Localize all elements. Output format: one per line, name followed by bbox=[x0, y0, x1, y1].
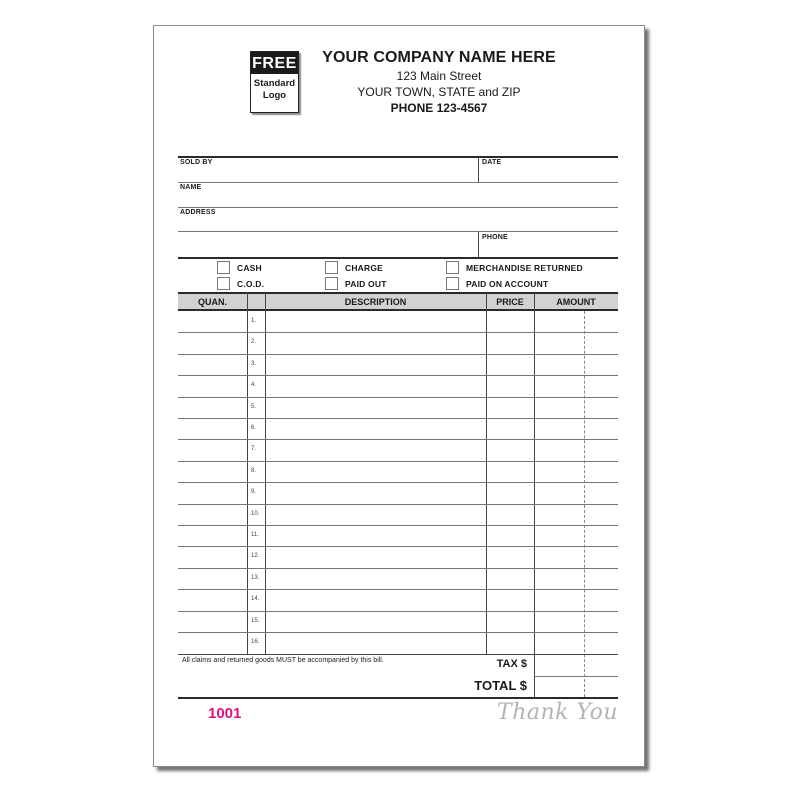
divider bbox=[178, 654, 618, 655]
table-row-divider bbox=[178, 525, 618, 526]
checkbox-paid-on-account[interactable] bbox=[446, 277, 548, 290]
company-name: YOUR COMPANY NAME HERE bbox=[322, 49, 556, 66]
checkbox-label: C.O.D. bbox=[237, 278, 265, 289]
row-number: 3. bbox=[251, 360, 257, 367]
table-row-divider bbox=[178, 332, 618, 333]
checkbox-icon[interactable] bbox=[325, 261, 338, 274]
divider bbox=[478, 157, 479, 182]
column-price: PRICE bbox=[496, 297, 524, 307]
row-number: 10. bbox=[251, 510, 260, 517]
column-divider bbox=[265, 292, 266, 654]
form-number: 1001 bbox=[208, 705, 242, 722]
column-amount: AMOUNT bbox=[556, 297, 596, 307]
row-number: 14. bbox=[251, 596, 260, 603]
logo-free-label: FREE bbox=[251, 52, 298, 74]
column-quantity: QUAN. bbox=[198, 297, 227, 307]
logo-text bbox=[251, 74, 298, 102]
column-divider bbox=[486, 292, 487, 654]
table-row-divider bbox=[178, 589, 618, 590]
row-number: 2. bbox=[251, 339, 257, 346]
row-number: 15. bbox=[251, 617, 260, 624]
sales-slip-form bbox=[153, 25, 645, 767]
divider bbox=[478, 232, 479, 257]
table-row-divider bbox=[178, 546, 618, 547]
sold-by-field[interactable]: SOLD BY bbox=[180, 159, 213, 166]
row-number: 8. bbox=[251, 467, 257, 474]
row-number: 12. bbox=[251, 553, 260, 560]
checkbox-merchandise-returned[interactable] bbox=[446, 261, 583, 274]
divider bbox=[534, 676, 618, 677]
table-row-divider bbox=[178, 354, 618, 355]
company-street: 123 Main Street bbox=[396, 69, 482, 83]
divider bbox=[178, 182, 618, 183]
row-number: 4. bbox=[251, 382, 257, 389]
checkbox-label: PAID OUT bbox=[345, 278, 387, 289]
row-number: 6. bbox=[251, 425, 257, 431]
table-row-divider bbox=[178, 375, 618, 376]
divider bbox=[178, 257, 618, 259]
checkbox-icon[interactable] bbox=[217, 277, 230, 290]
name-field[interactable]: NAME bbox=[180, 184, 202, 191]
thank-you-text: Thank You bbox=[497, 700, 618, 725]
table-row-divider bbox=[178, 482, 618, 483]
table-row-divider bbox=[178, 439, 618, 440]
row-number: 9. bbox=[251, 489, 257, 496]
row-number: 13. bbox=[251, 574, 260, 581]
column-divider bbox=[534, 292, 535, 697]
checkbox-icon[interactable] bbox=[446, 277, 459, 290]
checkbox-label: CHARGE bbox=[345, 262, 384, 273]
checkbox-charge[interactable] bbox=[325, 261, 383, 274]
checkbox-label: CASH bbox=[237, 262, 262, 273]
checkbox-cod[interactable] bbox=[217, 277, 264, 290]
row-number: 1. bbox=[251, 318, 257, 324]
checkbox-label: MERCHANDISE RETURNED bbox=[466, 262, 583, 273]
address-field[interactable]: ADDRESS bbox=[180, 209, 216, 216]
column-divider bbox=[247, 292, 248, 654]
company-city: YOUR TOWN, STATE and ZIP bbox=[357, 85, 521, 99]
row-number: 7. bbox=[251, 446, 257, 453]
total-label: TOTAL $ bbox=[474, 678, 527, 693]
checkbox-cash[interactable] bbox=[217, 261, 262, 274]
table-row-divider bbox=[178, 568, 618, 569]
logo-line-2: Logo bbox=[262, 90, 287, 101]
checkbox-label: PAID ON ACCOUNT bbox=[466, 278, 549, 289]
divider bbox=[178, 207, 618, 208]
checkbox-icon[interactable] bbox=[325, 277, 338, 290]
company-phone: PHONE 123-4567 bbox=[390, 101, 488, 115]
row-number: 16. bbox=[251, 639, 260, 645]
divider bbox=[178, 697, 618, 699]
tax-label: TAX $ bbox=[496, 658, 527, 670]
table-row-divider bbox=[178, 418, 618, 419]
divider bbox=[178, 231, 618, 232]
checkbox-icon[interactable] bbox=[446, 261, 459, 274]
claims-note: All claims and returned goods MUST be accompanied by this bill. bbox=[182, 657, 384, 664]
checkbox-icon[interactable] bbox=[217, 261, 230, 274]
table-row-divider bbox=[178, 611, 618, 612]
table-row-divider bbox=[178, 397, 618, 398]
checkbox-paid-out[interactable] bbox=[325, 277, 387, 290]
company-block bbox=[304, 48, 574, 116]
table-header bbox=[178, 292, 618, 311]
row-number: 5. bbox=[251, 403, 257, 410]
phone-field[interactable]: PHONE bbox=[482, 234, 508, 241]
row-number: 11. bbox=[251, 532, 259, 538]
logo-placeholder bbox=[250, 51, 299, 113]
divider bbox=[178, 156, 618, 158]
logo-line-1: Standard bbox=[253, 78, 296, 89]
table-row-divider bbox=[178, 461, 618, 462]
date-field[interactable]: DATE bbox=[482, 159, 502, 166]
column-description: DESCRIPTION bbox=[344, 297, 407, 307]
table-row-divider bbox=[178, 632, 618, 633]
table-row-divider bbox=[178, 504, 618, 505]
